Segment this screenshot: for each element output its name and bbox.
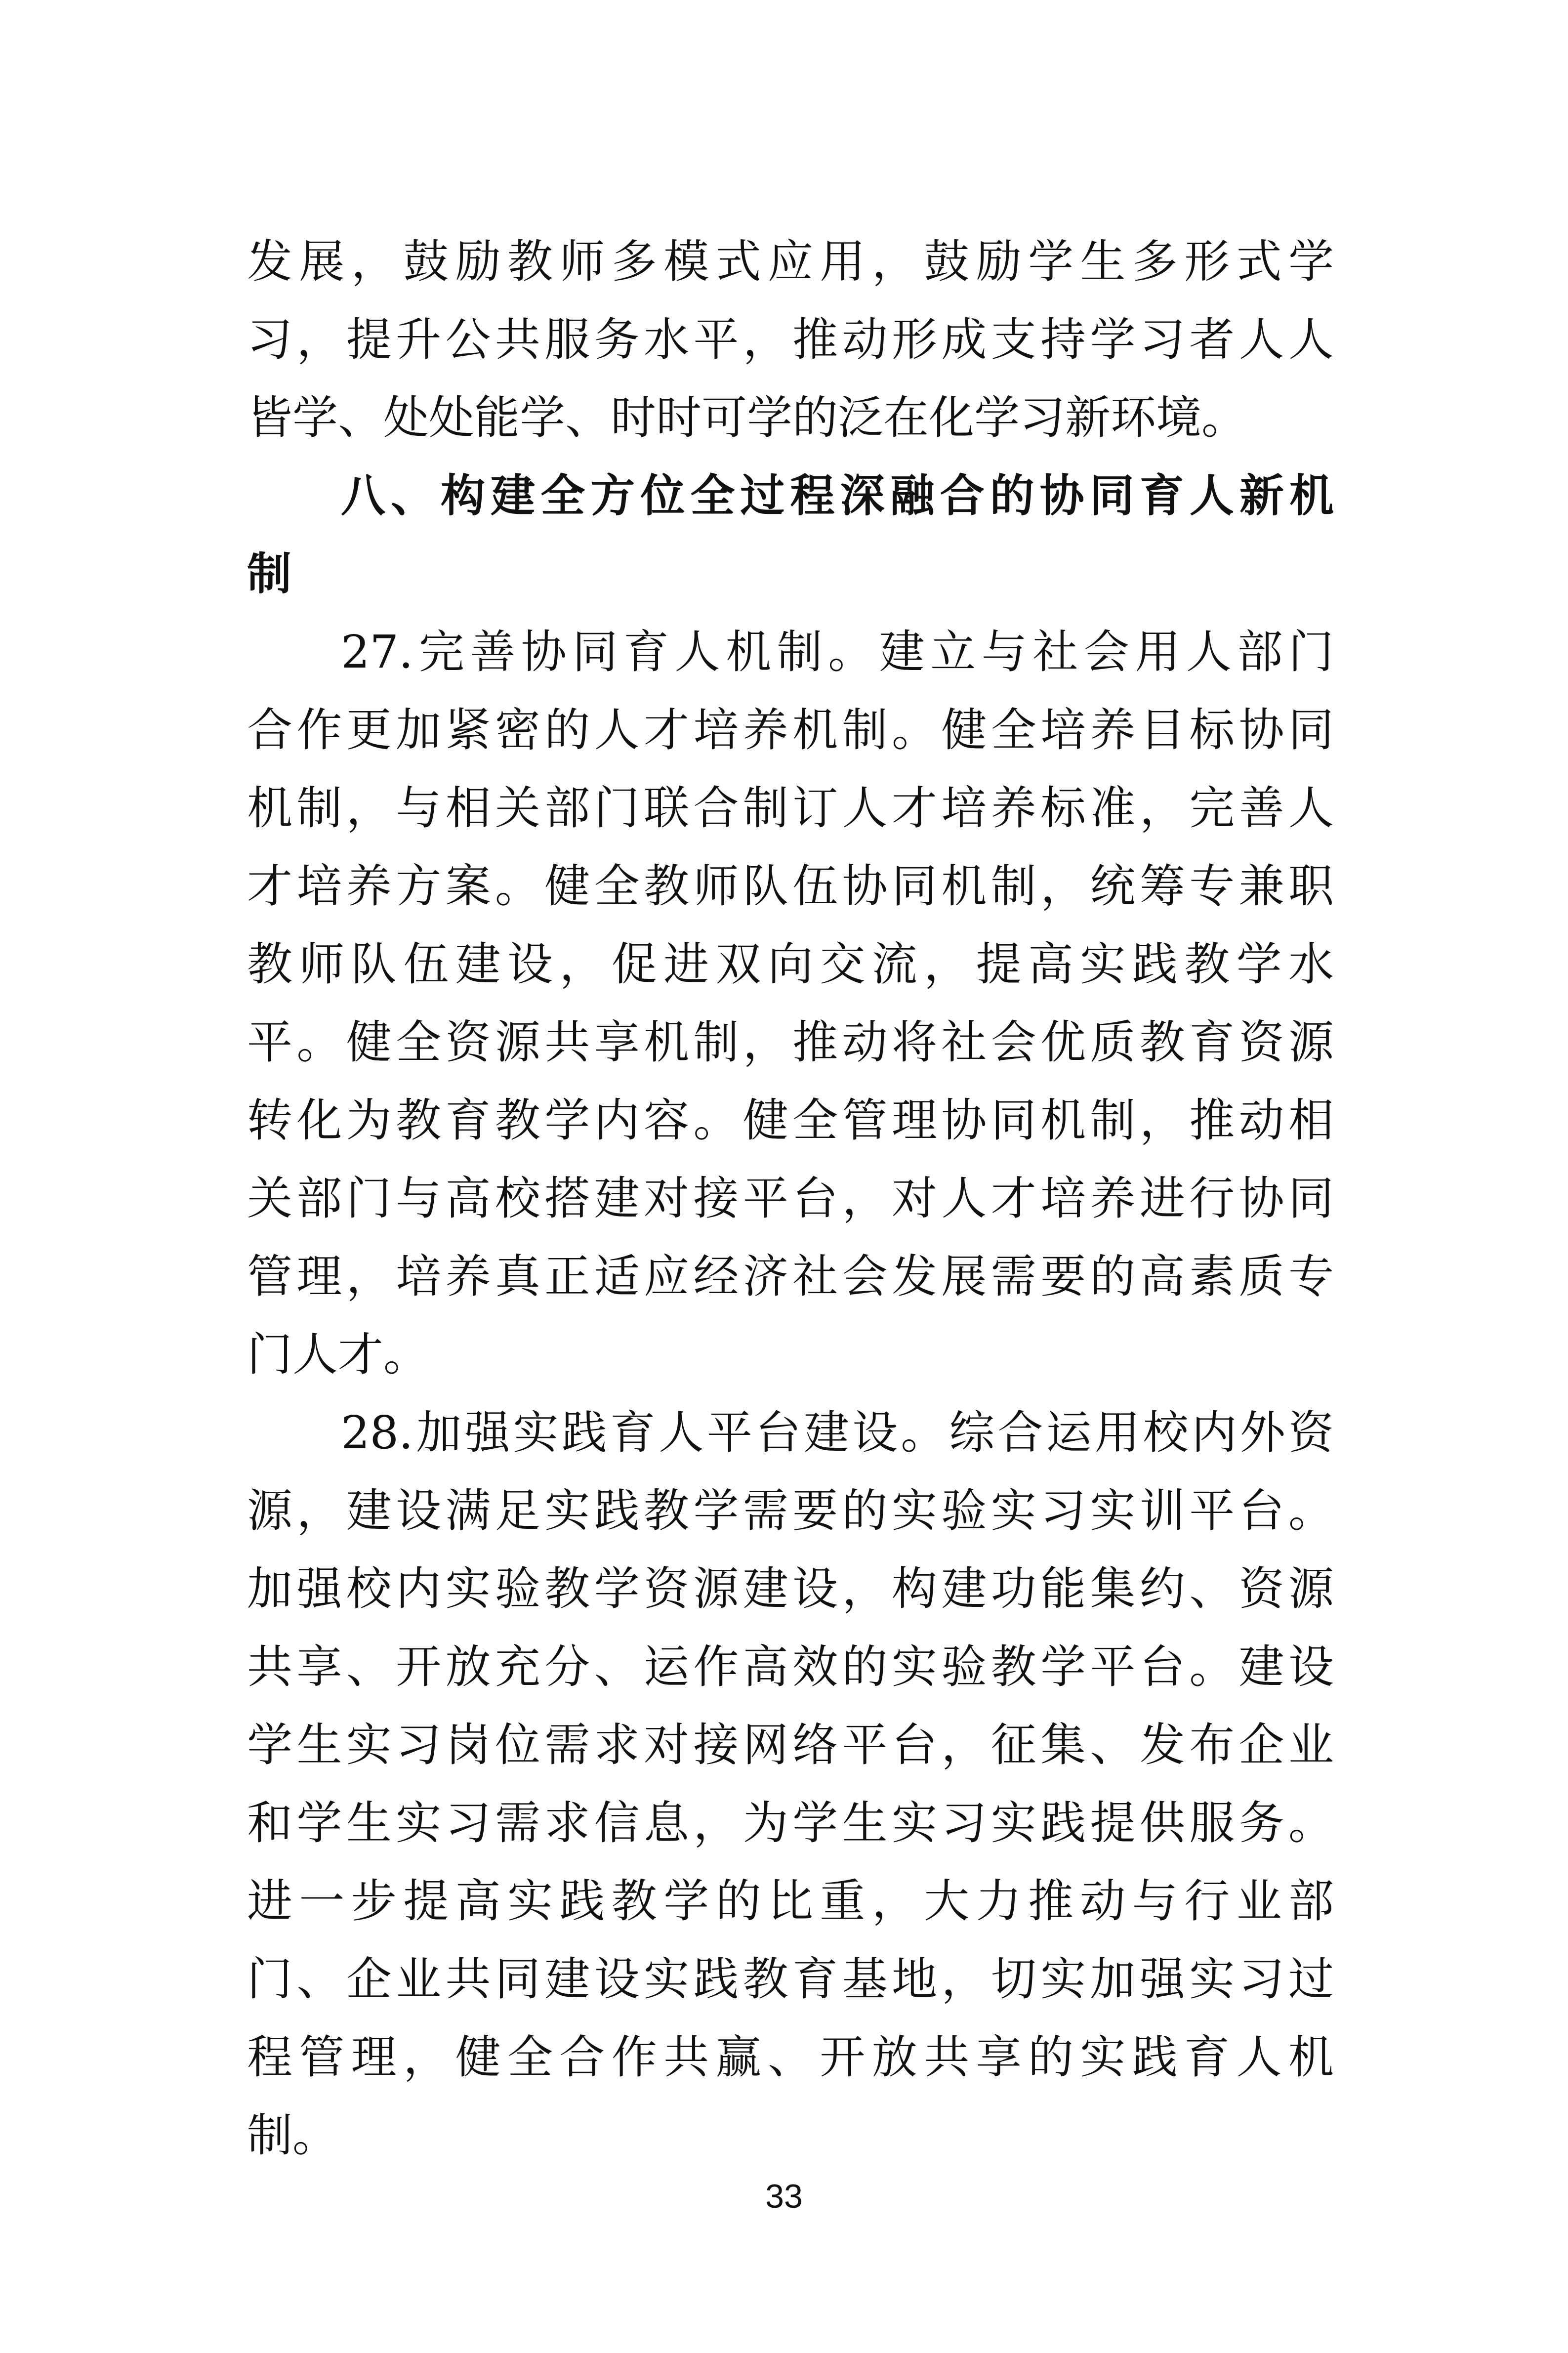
body-text-line: 发展，鼓励教师多模式应用，鼓励学生多形式学 [247, 235, 1334, 288]
body-text-line: 习，提升公共服务水平，推动形成支持学习者人人 [247, 313, 1334, 366]
body-text-line: 管理，培养真正适应经济社会发展需要的高素质专 [247, 1250, 1334, 1303]
body-text-line: 关部门与高校搭建对接平台，对人才培养进行协同 [247, 1172, 1334, 1225]
body-text-line: 和学生实习需求信息，为学生实习实践提供服务。 [247, 1797, 1334, 1849]
body-text-line: 转化为教育教学内容。健全管理协同机制，推动相 [247, 1094, 1334, 1147]
body-text-line: 合作更加紧密的人才培养机制。健全培养目标协同 [247, 704, 1334, 756]
body-text-line: 制。 [247, 2109, 338, 2162]
body-text-line: 进一步提高实践教学的比重，大力推动与行业部 [247, 1875, 1334, 1928]
body-text-line: 才培养方案。健全教师队伍协同机制，统筹专兼职 [247, 860, 1334, 913]
body-text-line: 皆学、处处能学、时时可学的泛在化学习新环境。 [247, 391, 1247, 444]
body-text-line: 源，建设满足实践教学需要的实验实习实训平台。 [247, 1484, 1334, 1537]
body-text-line: 共享、开放充分、运作高效的实验教学平台。建设 [247, 1640, 1334, 1693]
item-28-lead-line: 28.加强实践育人平台建设。综合运用校内外资 [341, 1406, 1334, 1459]
body-text-line: 门人才。 [247, 1328, 429, 1381]
body-text-line: 门、企业共同建设实践教育基地，切实加强实习过 [247, 1953, 1334, 2006]
page-number: 33 [765, 2178, 803, 2215]
body-text-line: 平。健全资源共享机制，推动将社会优质教育资源 [247, 1016, 1334, 1069]
item-27-lead-line: 27.完善协同育人机制。建立与社会用人部门 [341, 626, 1334, 678]
body-text-line: 学生实习岗位需求对接网络平台，征集、发布企业 [247, 1719, 1334, 1771]
body-text-line: 程管理，健全合作共赢、开放共享的实践育人机 [247, 2031, 1334, 2084]
section-heading: 八、构建全方位全过程深融合的协同育人新机 [341, 470, 1334, 522]
section-heading: 制 [247, 548, 291, 600]
body-text-line: 机制，与相关部门联合制订人才培养标准，完善人 [247, 782, 1334, 835]
body-text-line: 教师队伍建设，促进双向交流，提高实践教学水 [247, 938, 1334, 991]
body-text-line: 加强校内实验教学资源建设，构建功能集约、资源 [247, 1562, 1334, 1615]
